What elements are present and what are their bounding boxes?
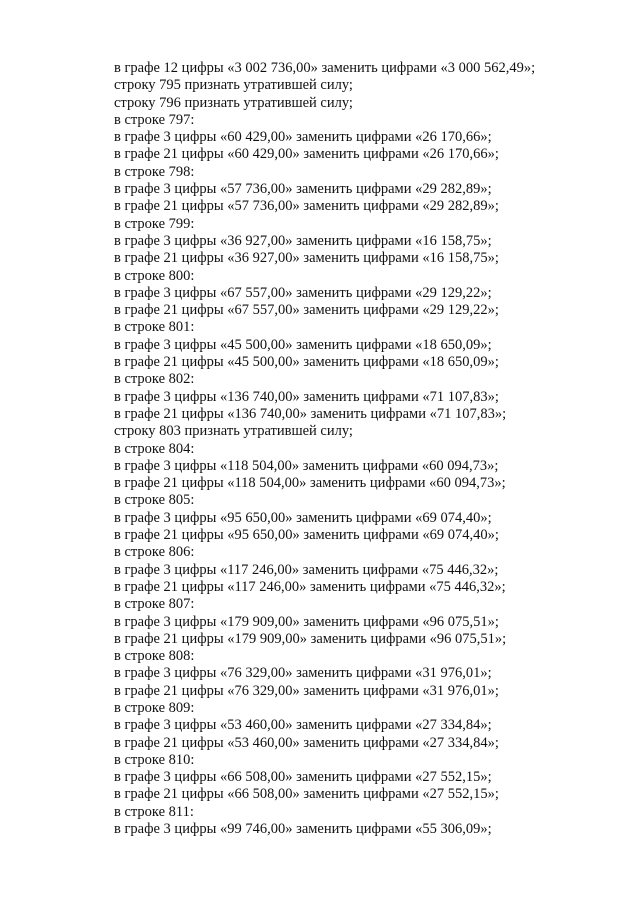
text-line: в строке 804: <box>114 440 195 457</box>
document-body <box>114 60 584 838</box>
text-line: в графе 21 цифры «66 508,00» заменить цифрами «27 552,15»; <box>114 786 499 803</box>
text-line: в строке 798: <box>114 163 195 180</box>
text-line: в строке 801: <box>114 319 195 336</box>
text-line: в строке 810: <box>114 751 195 768</box>
text-line: строку 795 признать утратившей силу; <box>114 77 353 94</box>
text-line: в графе 3 цифры «60 429,00» заменить цифрами «26 170,66»; <box>114 129 492 146</box>
text-line: в графе 21 цифры «45 500,00» заменить цифрами «18 650,09»; <box>114 354 499 371</box>
text-line: в графе 3 цифры «99 746,00» заменить цифрами «55 306,09»; <box>114 821 492 838</box>
text-line: в строке 811: <box>114 803 194 820</box>
text-line: в графе 21 цифры «118 504,00» заменить цифрами «60 094,73»; <box>114 475 506 492</box>
text-line: в строке 807: <box>114 596 195 613</box>
text-line: в строке 797: <box>114 111 195 128</box>
text-line: в строке 809: <box>114 699 195 716</box>
text-line: в графе 3 цифры «179 909,00» заменить цифрами «96 075,51»; <box>114 613 499 630</box>
text-line: в графе 3 цифры «57 736,00» заменить цифрами «29 282,89»; <box>114 181 492 198</box>
text-line: в строке 802: <box>114 371 195 388</box>
text-line: в графе 21 цифры «117 246,00» заменить цифрами «75 446,32»; <box>114 578 506 595</box>
text-line: в графе 12 цифры «3 002 736,00» заменить цифрами «3 000 562,49»; <box>114 60 536 76</box>
text-line: в строке 799: <box>114 215 195 232</box>
text-line: в графе 21 цифры «95 650,00» заменить цифрами «69 074,40»; <box>114 527 499 544</box>
text-line: в графе 21 цифры «67 557,00» заменить цифрами «29 129,22»; <box>114 302 499 319</box>
text-line: строку 796 признать утратившей силу; <box>114 94 353 111</box>
text-line: в графе 21 цифры «53 460,00» заменить цифрами «27 334,84»; <box>114 734 499 751</box>
text-line: в графе 3 цифры «53 460,00» заменить цифрами «27 334,84»; <box>114 717 492 734</box>
text-line: строку 803 признать утратившей силу; <box>114 423 353 440</box>
text-line: в графе 3 цифры «95 650,00» заменить цифрами «69 074,40»; <box>114 509 492 526</box>
text-line: в строке 808: <box>114 648 195 665</box>
text-line: в графе 3 цифры «36 927,00» заменить цифрами «16 158,75»; <box>114 232 492 249</box>
text-line: в графе 21 цифры «76 329,00» заменить цифрами «31 976,01»; <box>114 682 499 699</box>
text-line: в графе 3 цифры «117 246,00» заменить цифрами «75 446,32»; <box>114 561 499 578</box>
text-line: в графе 3 цифры «45 500,00» заменить цифрами «18 650,09»; <box>114 336 492 353</box>
text-line: в графе 3 цифры «67 557,00» заменить цифрами «29 129,22»; <box>114 284 492 301</box>
text-line: в строке 806: <box>114 544 195 561</box>
text-line: в графе 21 цифры «57 736,00» заменить цифрами «29 282,89»; <box>114 198 499 215</box>
text-line: в графе 3 цифры «66 508,00» заменить цифрами «27 552,15»; <box>114 769 492 786</box>
text-line: в графе 3 цифры «76 329,00» заменить цифрами «31 976,01»; <box>114 665 492 682</box>
text-line: в строке 800: <box>114 267 195 284</box>
text-line: в графе 21 цифры «136 740,00» заменить цифрами «71 107,83»; <box>114 405 507 422</box>
text-line: в графе 21 цифры «60 429,00» заменить цифрами «26 170,66»; <box>114 146 499 163</box>
text-line: в графе 21 цифры «179 909,00» заменить цифрами «96 075,51»; <box>114 630 507 647</box>
text-line: в графе 3 цифры «118 504,00» заменить цифрами «60 094,73»; <box>114 457 499 474</box>
text-line: в строке 805: <box>114 492 195 509</box>
text-line: в графе 21 цифры «36 927,00» заменить цифрами «16 158,75»; <box>114 250 499 267</box>
text-line: в графе 3 цифры «136 740,00» заменить цифрами «71 107,83»; <box>114 388 499 405</box>
